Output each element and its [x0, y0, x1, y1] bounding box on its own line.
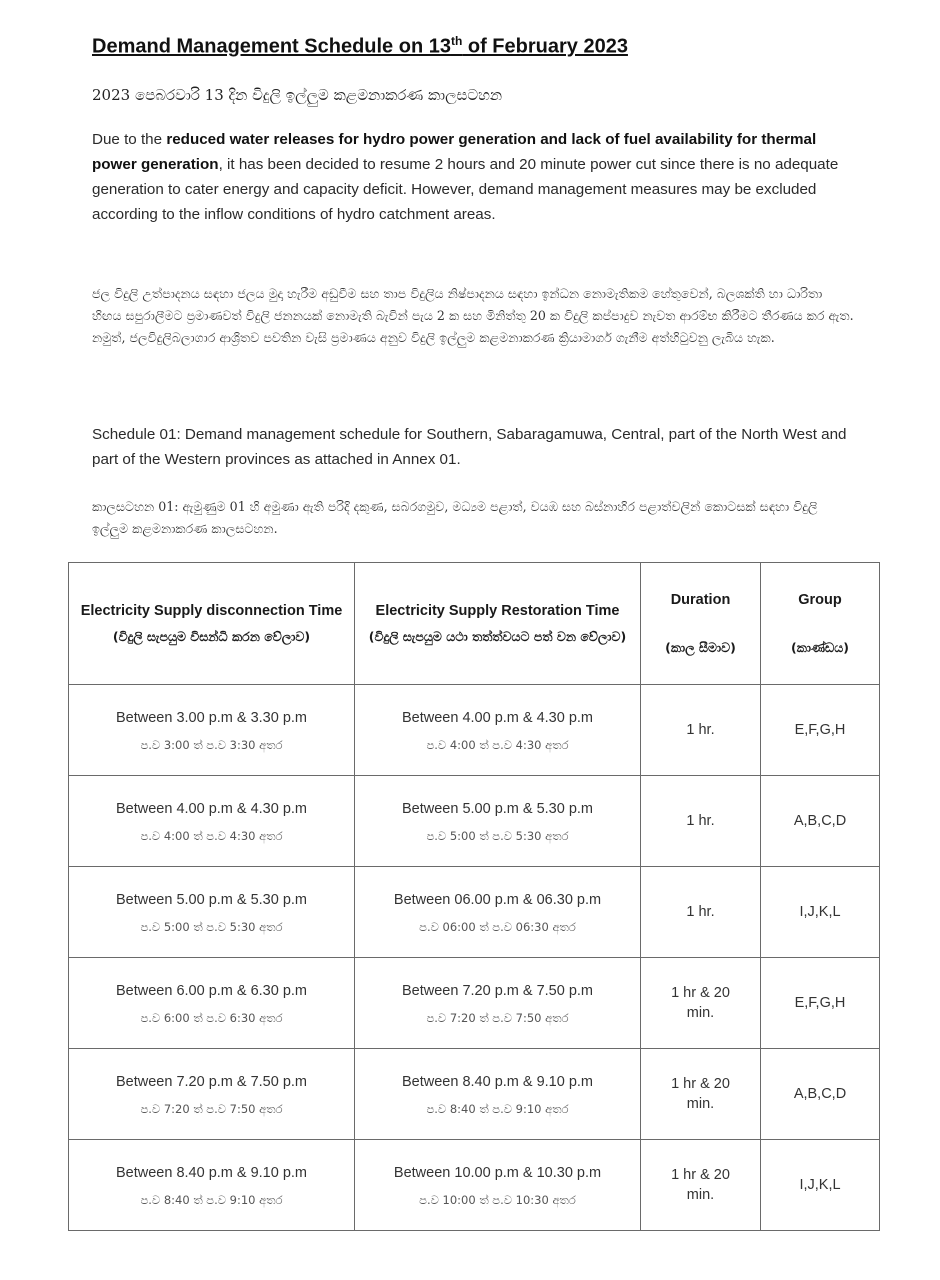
cell-group: E,F,G,H — [761, 685, 880, 776]
disconnection-time-en: Between 7.20 p.m & 7.50 p.m — [115, 1073, 308, 1090]
cell-group: A,B,C,D — [761, 1049, 880, 1140]
duration-line-1: 1 hr & 20 — [671, 1167, 730, 1183]
cell-restoration — [355, 685, 641, 776]
disconnection-time-en: Between 4.00 p.m & 4.30 p.m — [115, 800, 308, 817]
cell-group: I,J,K,L — [761, 1140, 880, 1231]
restoration-time-si: ප.ව 4:00 ත් ප.ව 4:30 අතර — [426, 737, 569, 752]
restoration-time-en: Between 8.40 p.m & 9.10 p.m — [401, 1073, 594, 1090]
title-main: Demand Management Schedule on 13 — [92, 35, 451, 58]
duration-line-2: min. — [686, 1005, 715, 1021]
title-rest: of February 2023 — [462, 35, 628, 58]
intro-before: Due to the — [92, 131, 167, 148]
cell-restoration — [355, 776, 641, 867]
disconnection-time-en: Between 5.00 p.m & 5.30 p.m — [115, 891, 308, 908]
cell-disconnection — [69, 958, 355, 1049]
duration-line-1: 1 hr & 20 — [671, 1076, 730, 1092]
cell-duration — [641, 776, 761, 867]
table-row — [69, 1049, 880, 1140]
restoration-time-si: ප.ව 5:00 ත් ප.ව 5:30 අතර — [426, 828, 569, 843]
header-group — [761, 563, 880, 685]
header-disconnection-si: (විදුලි සැපයුම විසන්ධි කරන වේලාව) — [112, 628, 311, 644]
table-header-row — [69, 563, 880, 685]
intro-after: , it has been decided to resume 2 hours and 20 minute power cut since there is no adequate generation to cater energy and capacity deficit. However, demand management measures may be excluded according to the inflow conditions of hydro catchment areas. — [92, 156, 839, 223]
cell-group: I,J,K,L — [761, 867, 880, 958]
header-duration — [641, 563, 761, 685]
disconnection-time-en: Between 3.00 p.m & 3.30 p.m — [115, 709, 308, 726]
restoration-time-si: ප.ව 10:00 ත් ප.ව 10:30 අතර — [419, 1192, 576, 1207]
table-row — [69, 776, 880, 867]
header-disconnection — [69, 563, 355, 685]
cell-duration — [641, 1140, 761, 1231]
cell-restoration — [355, 958, 641, 1049]
cell-group: A,B,C,D — [761, 776, 880, 867]
duration-line-1: 1 hr. — [686, 813, 715, 829]
header-duration-si: (කාල සීමාව) — [665, 639, 736, 655]
header-disconnection-en: Electricity Supply disconnection Time — [80, 602, 343, 619]
header-duration-en: Duration — [670, 591, 731, 608]
intro-paragraph — [92, 127, 854, 227]
restoration-time-en: Between 06.00 p.m & 06.30 p.m — [393, 891, 602, 908]
disconnection-time-si: ප.ව 8:40 ත් ප.ව 9:10 අතර — [140, 1192, 283, 1207]
duration-line-1: 1 hr. — [686, 904, 715, 920]
duration-line-2: min. — [686, 1187, 715, 1203]
cell-disconnection — [69, 1049, 355, 1140]
table-row — [69, 958, 880, 1049]
intro-paragraph-sinhala: ජල විදුලි උත්පාදනය සඳහා ජලය මුදා හැරීම අඩුවීම සහ තාප විදුලිය නිෂ්පාදනය සඳහා ඉන්ධන නොමැතිකම හේතුවෙන්, බලශක්ති හා ධාරිතා හිඟය සපුරාලීමට ප්‍රමාණවත් විදුලි ජනනයක් නොමැති බැවින් පැය 2 ක සහ මිනිත්තු 20 ක විදුලි කප්පාදුව නැවත ආරම්භ කිරීමට තීරණය කර ඇත. නමුත්, ජලවිදුලිබලාගාර ආශ්‍රිතව පවතින වැසි ප්‍රමාණය අනුව විදුලි ඉල්ලුම කළමනාකරණ ක්‍රියාමාර්ග ගැනීම අත්හිටුවනු ලැබිය හැක. — [92, 286, 854, 345]
disconnection-time-si: ප.ව 4:00 ත් ප.ව 4:30 අතර — [140, 828, 283, 843]
cell-duration — [641, 867, 761, 958]
schedule-note: Schedule 01: Demand management schedule for Southern, Sabaragamuwa, Central, part of the North West and part of the Western provinces as attached in Annex 01. — [92, 426, 847, 468]
duration-line-1: 1 hr & 20 — [671, 985, 730, 1001]
disconnection-time-si: ප.ව 6:00 ත් ප.ව 6:30 අතර — [140, 1010, 283, 1025]
cell-disconnection — [69, 776, 355, 867]
title-superscript: th — [450, 34, 463, 48]
disconnection-time-en: Between 8.40 p.m & 9.10 p.m — [115, 1164, 308, 1181]
restoration-time-en: Between 5.00 p.m & 5.30 p.m — [401, 800, 594, 817]
schedule-note-sinhala: කාලසටහන 01: ඇමුණුම 01 හි අමුණා ඇති පරිදි දකුණ, සබරගමුව, මධ්‍යම පළාත්, වයඹ සහ බස්නාහිර පළාත්වලින් කොටසක් සඳහා විදුලි ඉල්ලුම කළමනාකරණ කාලසටහන. — [92, 499, 818, 536]
cell-duration — [641, 958, 761, 1049]
duration-line-1: 1 hr. — [686, 722, 715, 738]
cell-group: E,F,G,H — [761, 958, 880, 1049]
page-title — [92, 34, 628, 59]
cell-duration — [641, 1049, 761, 1140]
cell-disconnection — [69, 867, 355, 958]
disconnection-time-si: ප.ව 5:00 ත් ප.ව 5:30 අතර — [140, 919, 283, 934]
restoration-time-en: Between 7.20 p.m & 7.50 p.m — [401, 982, 594, 999]
cell-disconnection — [69, 1140, 355, 1231]
disconnection-time-si: ප.ව 3:00 ත් ප.ව 3:30 අතර — [140, 737, 283, 752]
restoration-time-si: ප.ව 7:20 ත් ප.ව 7:50 අතර — [426, 1010, 569, 1025]
table-row — [69, 1140, 880, 1231]
table-row — [69, 685, 880, 776]
disconnection-time-en: Between 6.00 p.m & 6.30 p.m — [115, 982, 308, 999]
disconnection-time-si: ප.ව 7:20 ත් ප.ව 7:50 අතර — [140, 1101, 283, 1116]
cell-disconnection — [69, 685, 355, 776]
restoration-time-si: ප.ව 8:40 ත් ප.ව 9:10 අතර — [426, 1101, 569, 1116]
restoration-time-si: ප.ව 06:00 ත් ප.ව 06:30 අතර — [419, 919, 576, 934]
intro-bold: reduced water releases for hydro power generation and lack of fuel availability for thermal power generation — [92, 131, 817, 173]
header-restoration-si: (විදුලි සැපයුම යථා තත්ත්වයට පත් වන වේලාව) — [368, 628, 627, 644]
header-group-si: (කාණ්ඩය) — [791, 639, 849, 655]
header-restoration — [355, 563, 641, 685]
restoration-time-en: Between 4.00 p.m & 4.30 p.m — [401, 709, 594, 726]
duration-line-2: min. — [686, 1096, 715, 1112]
header-group-en: Group — [798, 591, 842, 608]
cell-restoration — [355, 867, 641, 958]
cell-restoration — [355, 1140, 641, 1231]
schedule-table — [68, 562, 880, 1231]
table-row — [69, 867, 880, 958]
sinhala-title: 2023 පෙබරවාරි 13 දින විදුලි ඉල්ලුම කළමනාකරණ කාලසටහන — [92, 86, 503, 104]
restoration-time-en: Between 10.00 p.m & 10.30 p.m — [393, 1164, 602, 1181]
header-restoration-en: Electricity Supply Restoration Time — [375, 602, 620, 619]
cell-restoration — [355, 1049, 641, 1140]
cell-duration — [641, 685, 761, 776]
